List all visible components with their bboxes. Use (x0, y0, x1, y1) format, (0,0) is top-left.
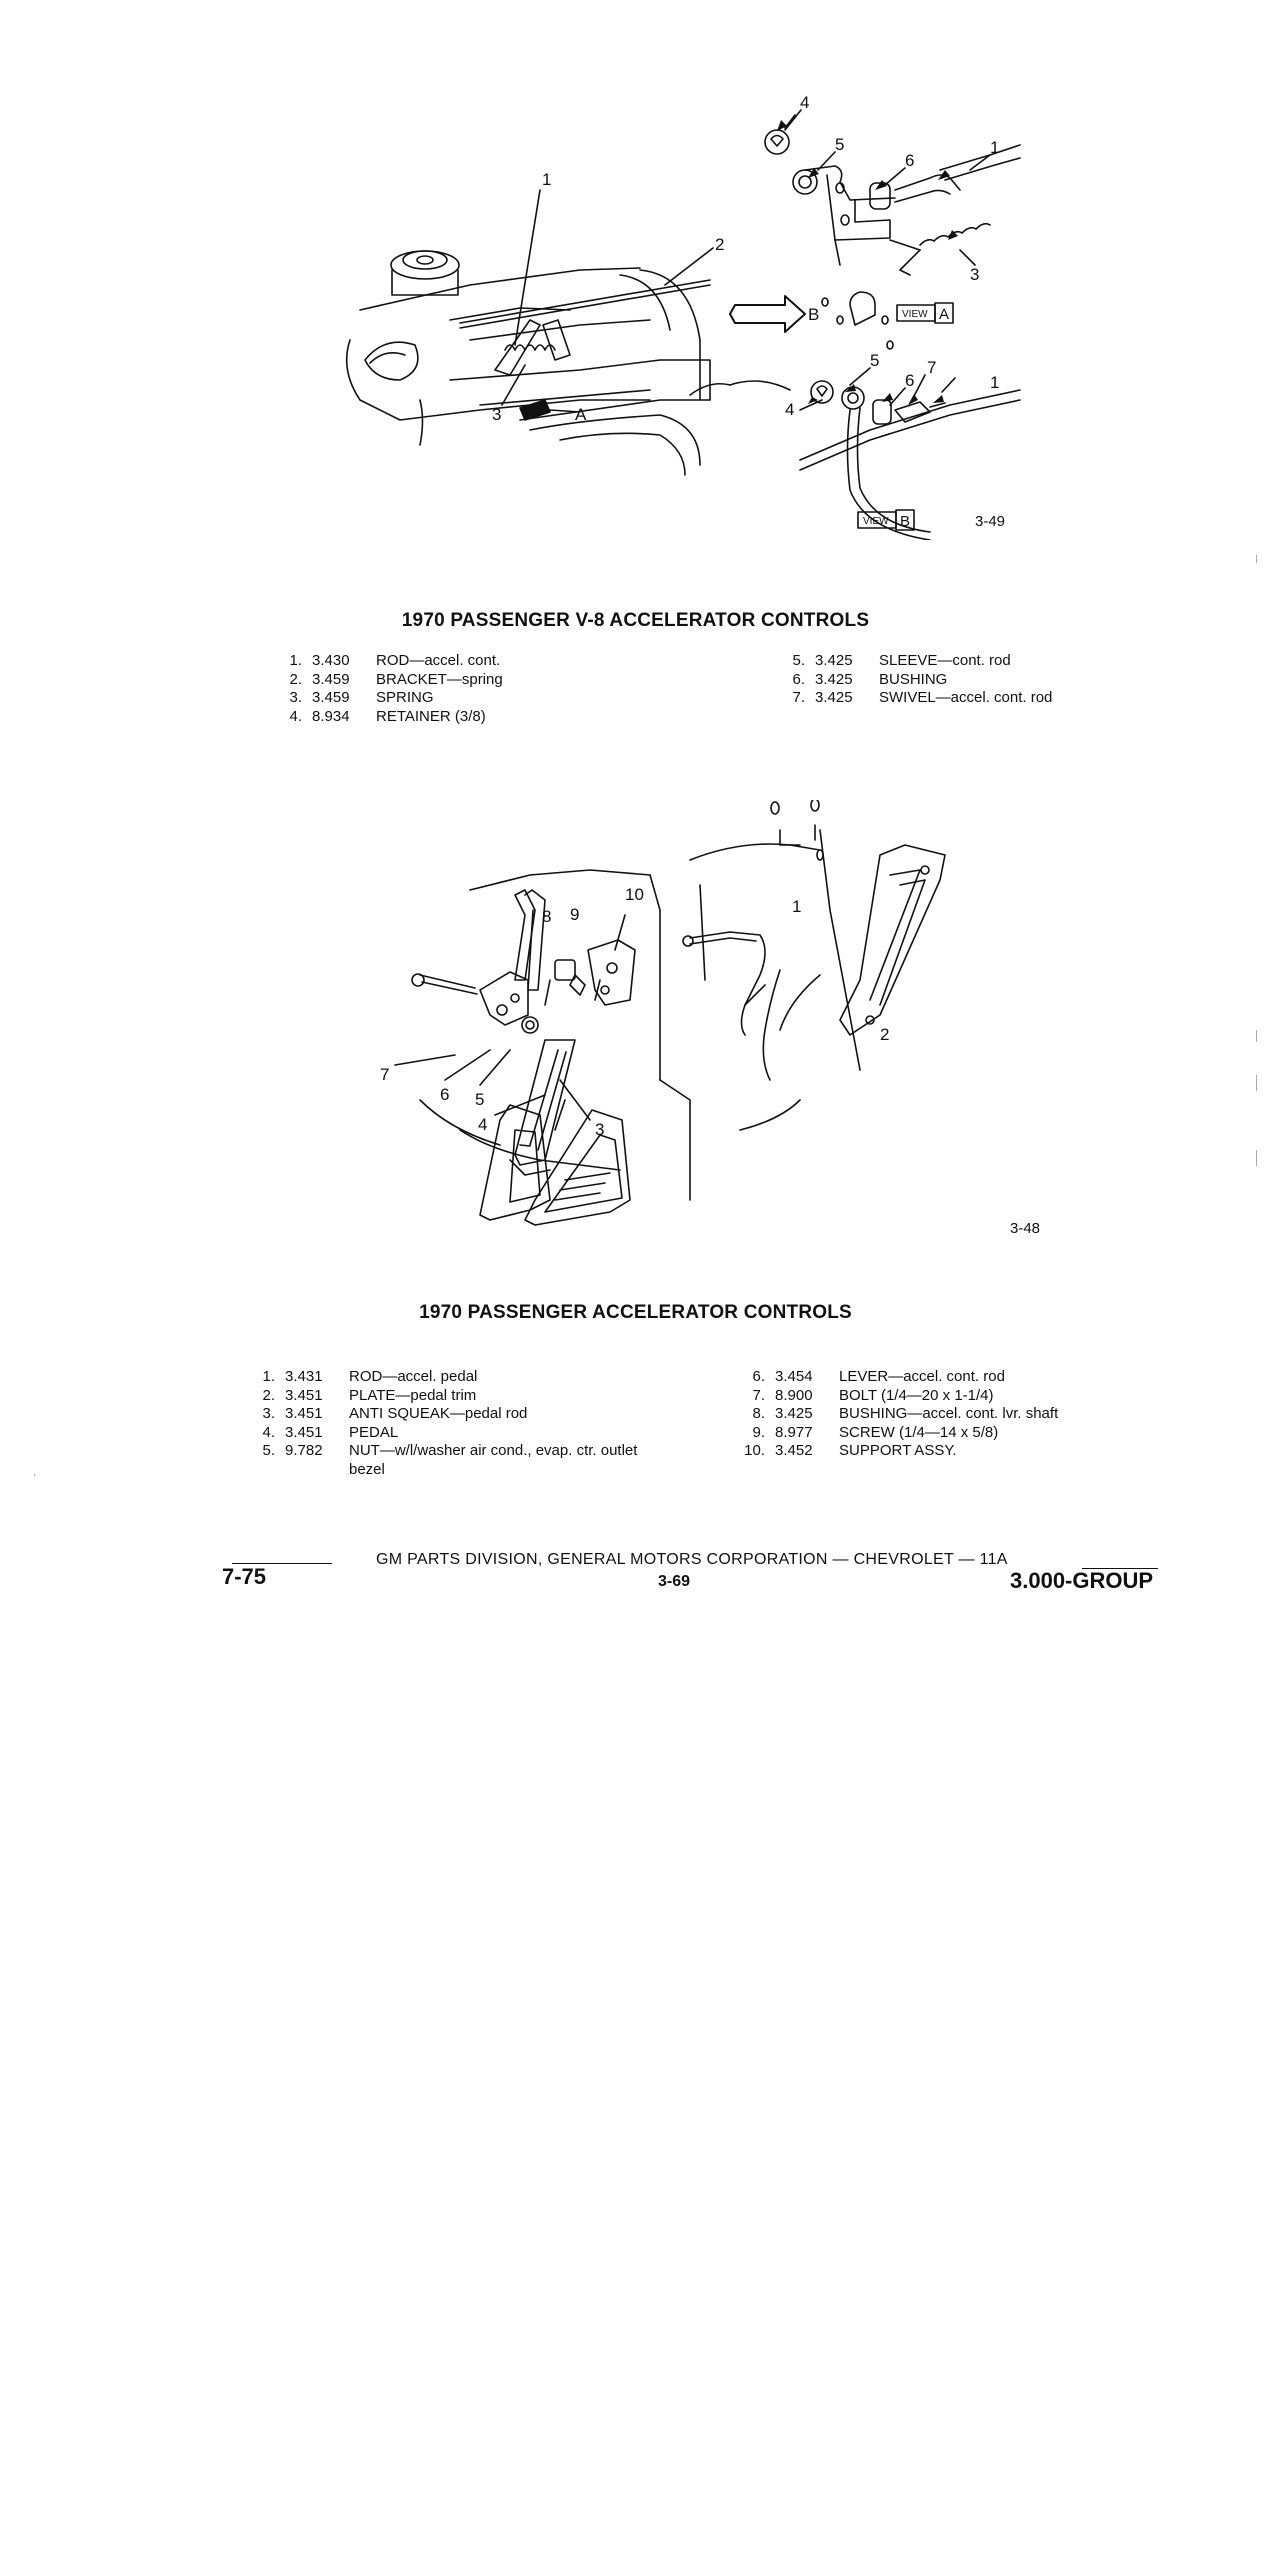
parts-row (245, 1424, 669, 1443)
part-number: 3. (289, 689, 302, 706)
view-a-prefix: VIEW (902, 309, 928, 320)
view-b-prefix: VIEW (863, 516, 889, 527)
part-code: 3.459 (312, 670, 350, 688)
parts-row (735, 1368, 1139, 1387)
figure1-parts-left (272, 652, 676, 726)
figure1-caption: 1970 PASSENGER V-8 ACCELERATOR CONTROLS (401, 610, 870, 631)
part-number: 10. (744, 1442, 765, 1459)
part-description: RETAINER (3/8) (376, 707, 486, 725)
part-code: 3.459 (312, 689, 350, 706)
part-description: SLEEVE—cont. rod (879, 652, 1011, 669)
part-description: BUSHING (879, 670, 948, 688)
part-code: 3.425 (815, 652, 853, 669)
page-id: 7-75 (222, 1564, 267, 1589)
view-a-callout-3: 3 (970, 265, 980, 284)
part-code: 3.451 (285, 1405, 323, 1422)
parts-row (735, 1387, 1139, 1406)
pedal-callout-10: 10 (625, 885, 644, 904)
part-number: 5. (792, 652, 805, 669)
part-description: PLATE—pedal trim (349, 1386, 477, 1404)
view-a-callout-4: 4 (800, 93, 810, 112)
view-b-callout-7: 7 (927, 358, 937, 377)
pedal-callout-9: 9 (570, 905, 580, 924)
pedal-callout-1: 1 (792, 897, 802, 916)
scan-speck (1256, 1030, 1257, 1042)
parts-row (245, 1405, 669, 1424)
pedal-callout-4: 4 (478, 1115, 488, 1134)
callout-2: 2 (715, 235, 725, 254)
figure2-parts-right (735, 1368, 1139, 1461)
scan-speck (1256, 1150, 1257, 1166)
pedal-callout-2: 2 (880, 1025, 890, 1044)
part-description: NUT—w/l/washer air cond., evap. ctr. outlet bezel (349, 1442, 638, 1478)
scan-speck (1256, 555, 1257, 563)
parts-row (775, 671, 1179, 690)
part-number: 5. (262, 1442, 275, 1459)
part-number: 3. (262, 1405, 275, 1422)
part-code: 3.425 (815, 670, 853, 688)
parts-row (735, 1405, 1139, 1424)
figure-v8-accelerator-diagram (330, 70, 1050, 540)
callout-b: B (808, 305, 820, 324)
parts-row (245, 1387, 669, 1406)
part-number: 1. (289, 652, 302, 669)
part-number: 7. (752, 1386, 765, 1404)
part-code: 3.425 (815, 689, 853, 706)
part-description: SPRING (376, 689, 434, 706)
part-code: 3.451 (285, 1423, 323, 1441)
view-a-callout-1: 1 (990, 138, 1000, 157)
pedal-callout-3: 3 (595, 1120, 605, 1139)
view-b-callout-6: 6 (905, 371, 915, 390)
parts-row (245, 1442, 669, 1479)
figure1-parts-right (775, 652, 1179, 708)
figure-number: 3-49 (975, 513, 1006, 530)
part-number: 4. (262, 1423, 275, 1441)
part-description: SCREW (1/4—14 x 5/8) (839, 1423, 999, 1441)
part-description: ROD—accel. cont. (376, 652, 501, 669)
scan-speck (34, 1474, 35, 1476)
part-number: 7. (792, 689, 805, 706)
part-description: SUPPORT ASSY. (839, 1442, 957, 1459)
view-b-letter: B (900, 513, 911, 530)
part-number: 2. (262, 1386, 275, 1404)
part-number: 6. (752, 1368, 765, 1385)
callout-1: 1 (542, 170, 552, 189)
parts-row (735, 1442, 1139, 1461)
part-number: 6. (792, 670, 805, 688)
figure2-parts-left (245, 1368, 669, 1479)
part-code: 8.900 (775, 1386, 813, 1404)
part-description: SWIVEL—accel. cont. rod (879, 689, 1053, 706)
part-description: BRACKET—spring (376, 670, 503, 688)
part-code: 3.425 (775, 1405, 813, 1422)
part-code: 3.454 (775, 1368, 813, 1385)
part-description: PEDAL (349, 1423, 399, 1441)
part-code: 3.431 (285, 1368, 323, 1385)
scan-speck (1256, 1075, 1257, 1091)
parts-row (272, 671, 676, 690)
part-code: 3.430 (312, 652, 350, 669)
parts-row (245, 1368, 669, 1387)
pedal-callout-6: 6 (440, 1085, 450, 1104)
view-a-callout-6: 6 (905, 151, 915, 170)
view-b-callout-4: 4 (785, 400, 795, 419)
part-number: 8. (752, 1405, 765, 1422)
figure-accelerator-pedal-diagram (360, 800, 1080, 1250)
page-sub-number: 3-69 (658, 1573, 691, 1590)
parts-row (735, 1424, 1139, 1443)
part-number: 2. (289, 670, 302, 688)
pedal-callout-8: 8 (542, 907, 552, 926)
part-code: 3.451 (285, 1386, 323, 1404)
part-number: 4. (289, 707, 302, 725)
part-description: LEVER—accel. cont. rod (839, 1368, 1005, 1385)
pedal-figure-number: 3-48 (1010, 1220, 1041, 1237)
figure-pedal-svg (360, 800, 1080, 1250)
group-id: 3.000-GROUP (1010, 1568, 1154, 1593)
parts-row (775, 689, 1179, 708)
parts-row (272, 708, 676, 727)
footer-publisher: GM PARTS DIVISION, GENERAL MOTORS CORPORATION — CHEVROLET — 11A (376, 1551, 1008, 1568)
view-b-callout-5: 5 (870, 351, 880, 370)
parts-row (775, 652, 1179, 671)
view-b-callout-1: 1 (990, 373, 1000, 392)
view-a-letter: A (939, 306, 950, 323)
callout-3: 3 (492, 405, 502, 424)
pedal-callout-5: 5 (475, 1090, 485, 1109)
figure2-caption: 1970 PASSENGER ACCELERATOR CONTROLS (419, 1302, 852, 1323)
pedal-callout-7: 7 (380, 1065, 390, 1084)
figure-v8-accelerator-svg (330, 70, 1050, 540)
part-description: ROD—accel. pedal (349, 1368, 478, 1385)
part-code: 8.977 (775, 1423, 813, 1441)
part-code: 8.934 (312, 707, 350, 725)
callout-a: A (575, 405, 587, 424)
part-code: 9.782 (285, 1442, 323, 1459)
part-number: 9. (752, 1423, 765, 1441)
part-description: ANTI SQUEAK—pedal rod (349, 1405, 528, 1422)
part-description: BUSHING—accel. cont. lvr. shaft (839, 1405, 1059, 1422)
view-a-callout-5: 5 (835, 135, 845, 154)
parts-row (272, 652, 676, 671)
part-number: 1. (262, 1368, 275, 1385)
part-code: 3.452 (775, 1442, 813, 1459)
parts-row (272, 689, 676, 708)
part-description: BOLT (1/4—20 x 1-1/4) (839, 1386, 994, 1404)
